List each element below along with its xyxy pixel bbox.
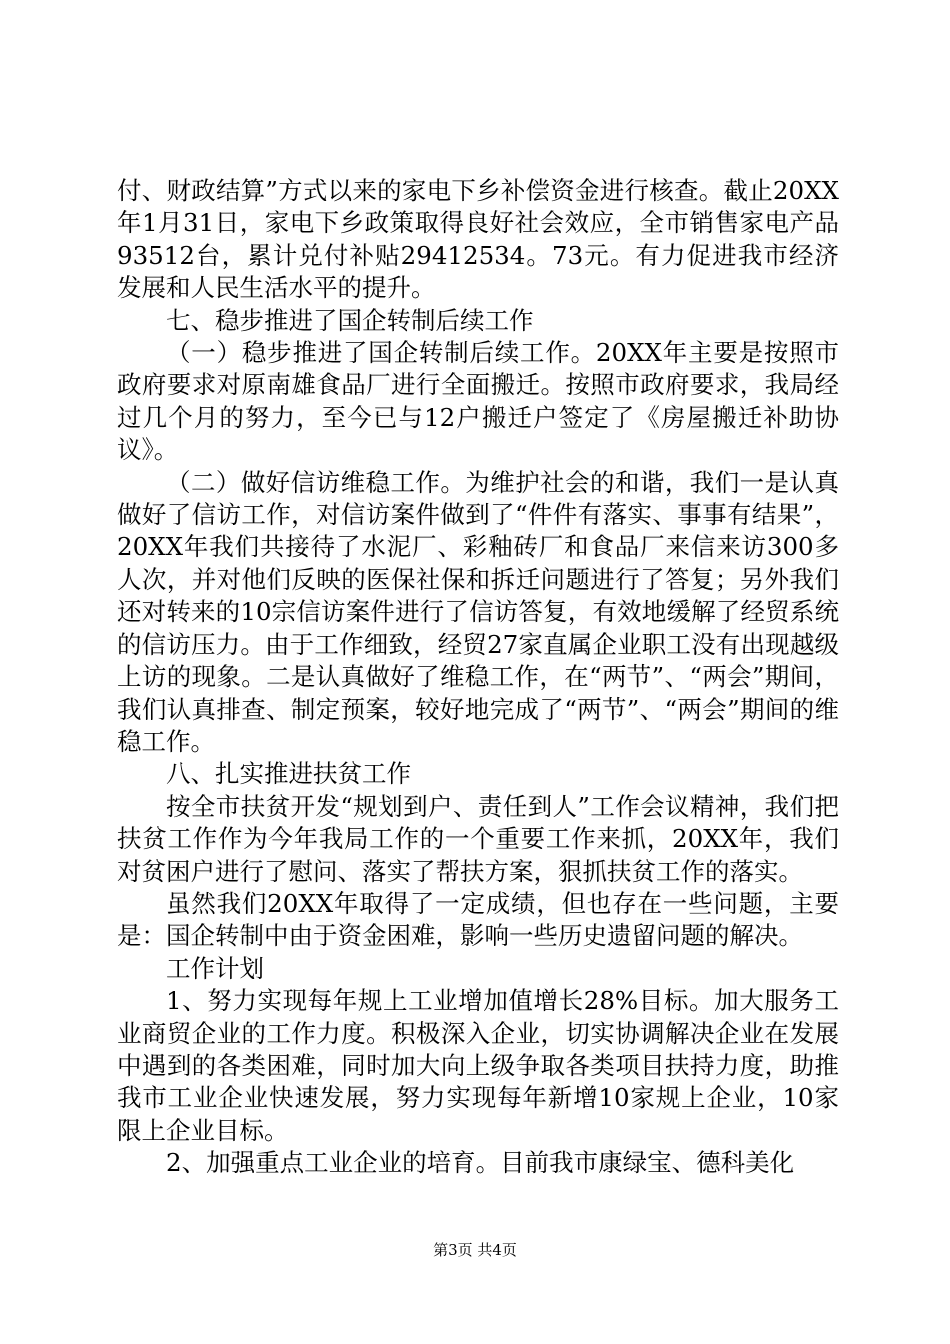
heading-section-8: 八、扎实推进扶贫工作: [166, 759, 411, 789]
paragraph-7: 虽然我们20XX年取得了一定成绩，但也存在一些问题，主要是：国企转制中由于资金困难，影响一些历史遗留问题的解决。: [117, 888, 839, 951]
heading-section-7: 七、稳步推进了国企转制后续工作: [166, 305, 534, 335]
paragraph-1: 付、财政结算”方式以来的家电下乡补偿资金进行核查。截止20XX年1月31日，家电下乡政策取得良好社会效应，全市销售家电产品93512台，累计兑付补贴29412534。73元。有力促进我市经济发展和人民生活水平的提升。: [117, 176, 839, 303]
plan-item-2: 2、加强重点工业企业的培育。目前我市康绿宝、德科美化: [166, 1148, 795, 1178]
page-number: 第3页 共4页: [433, 1241, 517, 1259]
heading-work-plan: 工作计划: [166, 953, 264, 983]
paragraph-4: （二）做好信访维稳工作。为维护社会的和谐，我们一是认真做好了信访工作，对信访案件做到了“件件有落实、事事有结果”，20XX年我们共接待了水泥厂、彩釉砖厂和食品厂来信来访300多人次，并对他们反映的医保社保和拆迁问题进行了答复；另外我们还对转来的10宗信访案件进行了信访答复，有效地缓解了经贸系统的信访压力。由于工作细致，经贸27家直属企业职工没有出现越级上访的现象。二是认真做好了维稳工作，在“两节”、“两会”期间，我们认真排查、制定预案，较好地完成了“两节”、“两会”期间的维稳工作。: [117, 467, 839, 756]
paragraph-3: （一）稳步推进了国企转制后续工作。20XX年主要是按照市政府要求对原南雄食品厂进行全面搬迁。按照市政府要求，我局经过几个月的努力，至今已与12户搬迁户签定了《房屋搬迁补助协议》。: [117, 338, 839, 465]
plan-item-1: 1、努力实现每年规上工业增加值增长28%目标。加大服务工业商贸企业的工作力度。积极深入企业，切实协调解决企业在发展中遇到的各类困难，同时加大向上级争取各类项目扶持力度，助推我市工业企业快速发展，努力实现每年新增10家规上企业，10家限上企业目标。: [117, 986, 839, 1145]
paragraph-6: 按全市扶贫开发“规划到户、责任到人”工作会议精神，我们把扶贫工作作为今年我局工作的一个重要工作来抓，20XX年，我们对贫困户进行了慰问、落实了帮扶方案，狠抓扶贫工作的落实。: [117, 791, 839, 886]
document-body: [117, 175, 839, 1180]
